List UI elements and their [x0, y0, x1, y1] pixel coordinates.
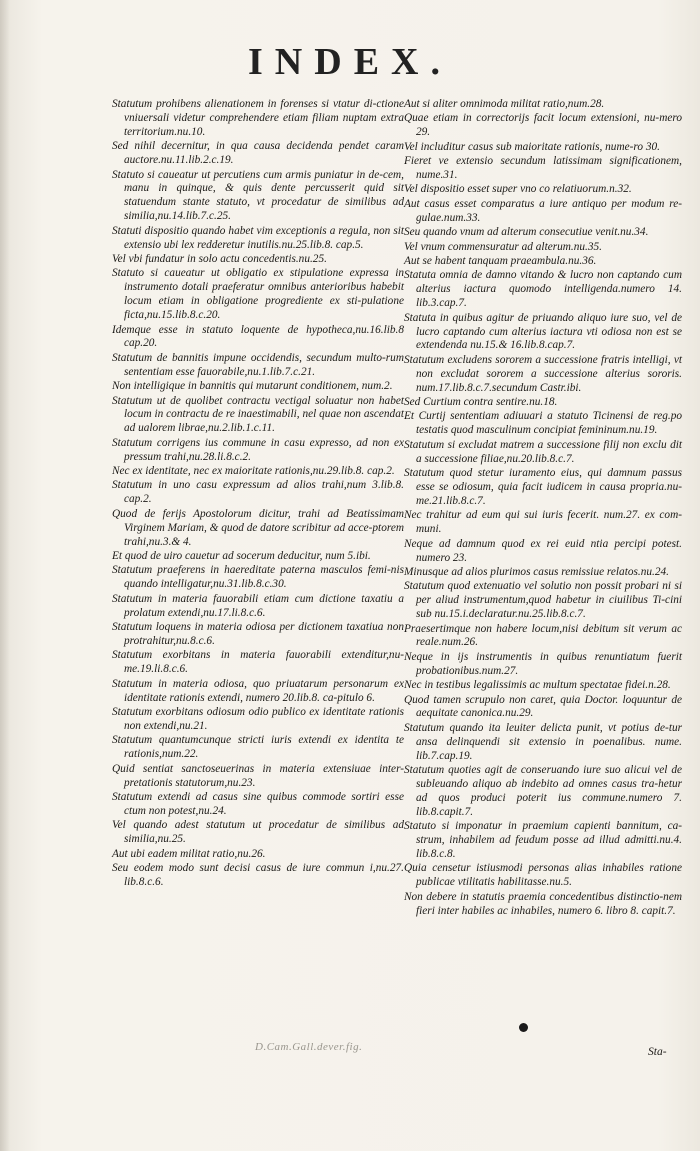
index-entry: Statutum in uno casu expressum ad alios trahi,num 3.lib.8. cap.2.: [112, 479, 404, 506]
index-entry: Statutum prohibens alienationem in forenses si vtatur di-ctione vniuersali videtur comprehendere etiam filiam nuptam extra territorium.nu.10.: [112, 98, 404, 138]
index-entry: Quae etiam in correctorijs facit locum extensioni, nu-mero 29.: [404, 112, 682, 139]
index-entry: Statutum quando ita leuiter delicta punit, vt potius de-tur ansa delinquendi sit extensio in poenalibus. nume. lib.7.cap.19.: [404, 721, 682, 762]
index-entry: Et Curtij sententiam adiuuari a statuto Ticinensi de reg.po testatis quod masculinum concipiat femininum.nu.19.: [404, 410, 682, 437]
index-entry: Aut si aliter omnimoda militat ratio,num.28.: [404, 98, 605, 110]
index-entry: Seu quando vnum ad alterum consecutiue venit.nu.34.: [404, 226, 649, 239]
index-entry: Statutum ut de quolibet contractu vectigal soluatur non habet locum in contractu de re inaestimabili, nel quae non ascendat ad ualorem librae,nu.2.lib.1.c.11.: [112, 394, 404, 435]
catchword: Sta-: [648, 1046, 667, 1058]
index-entry: Statutum extendi ad casus sine quibus commode sortiri esse ctum non potest,nu.24.: [112, 790, 404, 817]
index-entry: Statutum si excludat matrem a successione filij non exclu dit a successione filiae,nu.20.lib.8.c.7.: [404, 438, 682, 465]
index-entry: Quod de ferijs Apostolorum dicitur, trahi ad Beatissimam Virginem Mariam, & quod de datore scribitur ad acce-ptorem trahi,nu.3.& 4.: [112, 507, 404, 548]
index-entry: Non intelligique in bannitis qui mutarunt conditionem, num.2.: [112, 380, 393, 393]
index-entry: Seu eodem modo sunt decisi casus de iure commun i,nu.27. lib.8.c.6.: [112, 861, 404, 888]
index-entry: Statutum quod extenuatio vel solutio non possit probari ni si per aliud instrumentum,quod habetur in ciuilibus Ti-cini sub nu.15.i.declaratur.nu.25.lib.8.c.7.: [404, 580, 682, 621]
index-entry: Neque in ijs instrumentis in quibus renuntiatum fuerit probationibus.num.27.: [404, 650, 682, 677]
index-entry: Statutum praeferens in haereditate paterna masculos femi-nis quando intelligatur,nu.31.lib.8.c.30.: [112, 564, 404, 591]
right-column: [404, 98, 682, 919]
index-entry: Statuta in quibus agitur de priuando aliquo iure suo, vel de lucro captando cum alterius iactura vti odiosa non est se extendenda nu.15.& 16.lib.8.cap.7.: [404, 311, 682, 352]
index-entry: Nec in testibus legalissimis ac multum spectatae fidei.n.28.: [404, 679, 671, 692]
index-entry: Praesertimque non habere locum,nisi debitum sit verum ac reale.num.26.: [404, 622, 682, 649]
index-entry: Idemque esse in statuto loquente de hypotheca,nu.16.lib.8 cap.20.: [112, 323, 404, 350]
index-entry: Neque ad damnum quod ex rei euid ntia percipi potest. numero 23.: [404, 537, 682, 564]
index-entry: Fieret ve extensio secundum latissimam significationem, nume.31.: [404, 155, 682, 182]
index-entry: Statutum corrigens ius commune in casu expresso, ad non ex pressum trahi,nu.28.li.8.c.2.: [112, 436, 404, 463]
index-entry: Statutum quoties agit de conseruando iure suo alicui vel de subleuando aliquo ab indebito ad omnes casus tra-hetur ad quos produci poterit ius commune.numero 7. lib.8.capit.7.: [404, 764, 682, 818]
index-entry: Statutum exorbitans odiosum odio publico ex identitate rationis non extendi,nu.21.: [112, 705, 404, 732]
index-entry: Minusque ad alios plurimos casus remissiue relatos.nu.24.: [404, 565, 669, 578]
binding-hole: [519, 1023, 528, 1032]
left-column: [112, 98, 404, 890]
index-entry: Statuta omnia de damno vitando & lucro non captando cum alterius iactura quomodo intelligenda.numero 14. lib.3.cap.7.: [404, 269, 682, 310]
index-entry: Quid sentiat sanctoseuerinas in materia extensiuae inter-pretationis statutorum,nu.23.: [112, 762, 404, 789]
index-entry: Statuto si caueatur ut obligatio ex stipulatione expressa in instrumento dotali praeferatur omnibus anterioribus habebit locum etiam in obligatione progrediente ex sti-pulatione ficta,nu.15.lib.8.c.20.: [112, 267, 404, 322]
index-entry: Non debere in statutis praemia concedentibus distinctio-nem fieri inter habiles ac inhabiles, numero 6. libro 8. capit.7.: [404, 890, 682, 917]
signature-mark: D.Cam.Gall.dever.fig.: [255, 1041, 363, 1053]
index-entry: Vel vnum commensuratur ad alterum.nu.35.: [404, 240, 602, 253]
index-entry: Statutum quod stetur iuramento eius, qui damnum passus esse se odiosum, quia facit iudicem in causa propria.nu-me.21.lib.8.c.7.: [404, 467, 682, 507]
index-entry: Quod tamen scrupulo non caret, quia Doctor. loquuntur de aequitate canonica.nu.29.: [404, 693, 682, 720]
index-entry: Statutum loquens in materia odiosa per dictionem taxatiua non protrahitur,nu.8.c.6.: [112, 621, 404, 647]
index-entry: Statuti dispositio quando habet vim exceptionis a regula, non sit extensio ubi lex redderetur inutilis.nu.25.lib.8. cap.5.: [112, 224, 404, 251]
index-entry: Statutum in materia fauorabili etiam cum dictione taxatiu a prolatum extendi,nu.17.li.8.c.6.: [112, 592, 404, 619]
index-entry: Nec trahitur ad eum qui sui iuris fecerit. num.27. ex com-muni.: [404, 509, 682, 536]
index-entry: Statuto si caueatur ut percutiens cum armis puniatur in de-cem, manu in quinque, & quis dente percusserit quid sit statuendum stante statuto, vt procedatur de similibus ad similia,nu.14.lib.7.c.25.: [112, 168, 404, 223]
index-entry: Vel dispositio esset super vno co relatiuorum.n.32.: [404, 183, 632, 196]
index-entry: Statutum excludens sororem a successione fratris intelligi, vt non excludat sororem a successione alterius sororis. num.17.lib.8.c.7.secundum Castr.ibi.: [404, 353, 682, 394]
index-entry: Statutum exorbitans in materia fauorabili extenditur,nu-me.19.li.8.c.6.: [112, 649, 404, 676]
index-entry: Statutum in materia odiosa, quo priuatarum personarum ex identitate rationis extendi, numero 20.lib.8. ca-pitulo 6.: [112, 677, 404, 704]
index-entry: Aut casus esset comparatus a iure antiquo per modum re-gulae.num.33.: [404, 197, 682, 224]
index-entry: Vel includitur casus sub maioritate rationis, nume-ro 30.: [404, 140, 660, 153]
index-entry: Quia censetur istiusmodi personas alias inhabiles ratione publicae vtilitatis habilitasse.nu.5.: [404, 862, 682, 889]
index-entry: Sed Curtium contra sentire.nu.18.: [404, 396, 558, 409]
page-gutter: [0, 0, 10, 1151]
index-entry: Nec ex identitate, nec ex maioritate rationis,nu.29.lib.8. cap.2.: [112, 465, 395, 478]
index-entry: Vel vbi fundatur in solo actu concedentis.nu.25.: [112, 252, 327, 265]
index-entry: Et quod de uiro cauetur ad socerum deducitur, num 5.ibi.: [112, 550, 371, 562]
index-entry: Statutum quantumcunque stricti iuris extendi ex identita te rationis,num.22.: [112, 734, 404, 761]
index-entry: Statutum de bannitis impune occidendis, secundum multo-rum sententiam esse fauorabile,nu.1.lib.7.c.21.: [112, 351, 404, 378]
index-entry: Statuto si imponatur in praemium capienti bannitum, ca-strum, inhabilem ad feudum posse ad illud admitti.nu.4. lib.8.c.8.: [404, 820, 682, 861]
index-entry: Aut ubi eadem militat ratio,nu.26.: [112, 847, 266, 860]
index-entry: Sed nihil decernitur, in qua causa decidenda pendet caram auctore.nu.11.lib.2.c.19.: [112, 140, 404, 167]
index-entry: Vel quando adest statutum ut procedatur de similibus ad similia,nu.25.: [112, 819, 404, 846]
index-entry: Aut se habent tanquam praeambula.nu.36.: [404, 254, 597, 267]
page-title: INDEX.: [248, 41, 452, 83]
